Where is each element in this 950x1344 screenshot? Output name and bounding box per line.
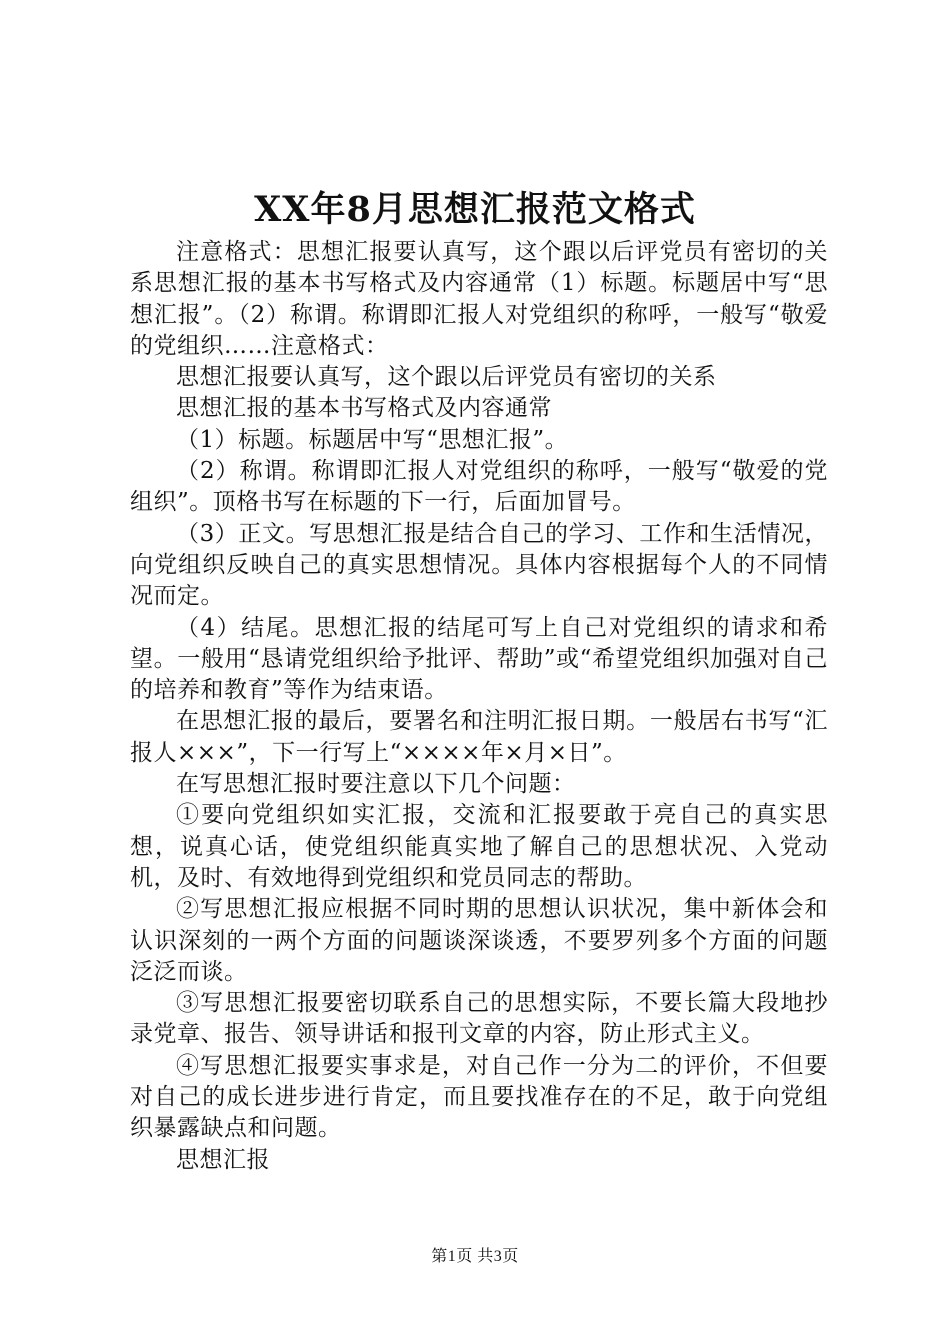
page-title: XX年8月思想汇报范文格式 bbox=[254, 189, 696, 230]
page-footer: 第1页 共3页 bbox=[431, 1248, 519, 1265]
paragraph-format-overview: 思想汇报的基本书写格式及内容通常 bbox=[176, 395, 552, 422]
paragraph-note-1: ①要向党组织如实汇报，交流和汇报要敢于亮自己的真实思想，说真心话，使党组织能真实地了解自己的思想状况、入党动机，及时、有效地得到党组织和党员同志的帮助。 bbox=[130, 802, 828, 891]
paragraph-salutation-section: （2）称谓。称谓即汇报人对党组织的称呼，一般写“敬爱的党组织”。顶格书写在标题的下一行，后面加冒号。 bbox=[130, 458, 828, 516]
paragraph-importance: 思想汇报要认真写，这个跟以后评党员有密切的关系 bbox=[176, 364, 717, 391]
document-body bbox=[130, 237, 828, 1176]
paragraph-title-section: （1）标题。标题居中写“思想汇报”。 bbox=[176, 426, 569, 453]
paragraph-signature-date: 在思想汇报的最后，要署名和注明汇报日期。一般居右书写“汇报人×××”，下一行写上“××××年×月×日”。 bbox=[130, 708, 828, 766]
paragraph-closing-section: （4）结尾。思想汇报的结尾可写上自己对党组织的请求和希望。一般用“恳请党组织给予批评、帮助”或“希望党组织加强对自己的培养和教育”等作为结束语。 bbox=[130, 614, 828, 704]
paragraph-note-2: ②写思想汇报应根据不同时期的思想认识状况，集中新体会和认识深刻的一两个方面的问题谈深谈透，不要罗列多个方面的问题泛泛而谈。 bbox=[130, 896, 828, 985]
paragraph-intro: 注意格式：思想汇报要认真写，这个跟以后评党员有密切的关系思想汇报的基本书写格式及内容通常（1）标题。标题居中写“思想汇报”。（2）称谓。称谓即汇报人对党组织的称呼，一般写“敬爱的党组织……注意格式： bbox=[130, 239, 828, 359]
paragraph-body-section: （3）正文。写思想汇报是结合自己的学习、工作和生活情况，向党组织反映自己的真实思想情况。具体内容根据每个人的不同情况而定。 bbox=[130, 520, 828, 610]
paragraph-notes-intro: 在写思想汇报时要注意以下几个问题： bbox=[176, 771, 576, 798]
paragraph-closing-label: 思想汇报 bbox=[176, 1146, 270, 1173]
paragraph-note-4: ④写思想汇报要实事求是，对自己作一分为二的评价，不但要对自己的成长进步进行肯定，而且要找准存在的不足，敢于向党组织暴露缺点和问题。 bbox=[130, 1052, 828, 1142]
paragraph-note-3: ③写思想汇报要密切联系自己的思想实际，不要长篇大段地抄录党章、报告、领导讲话和报刊文章的内容，防止形式主义。 bbox=[130, 990, 828, 1048]
